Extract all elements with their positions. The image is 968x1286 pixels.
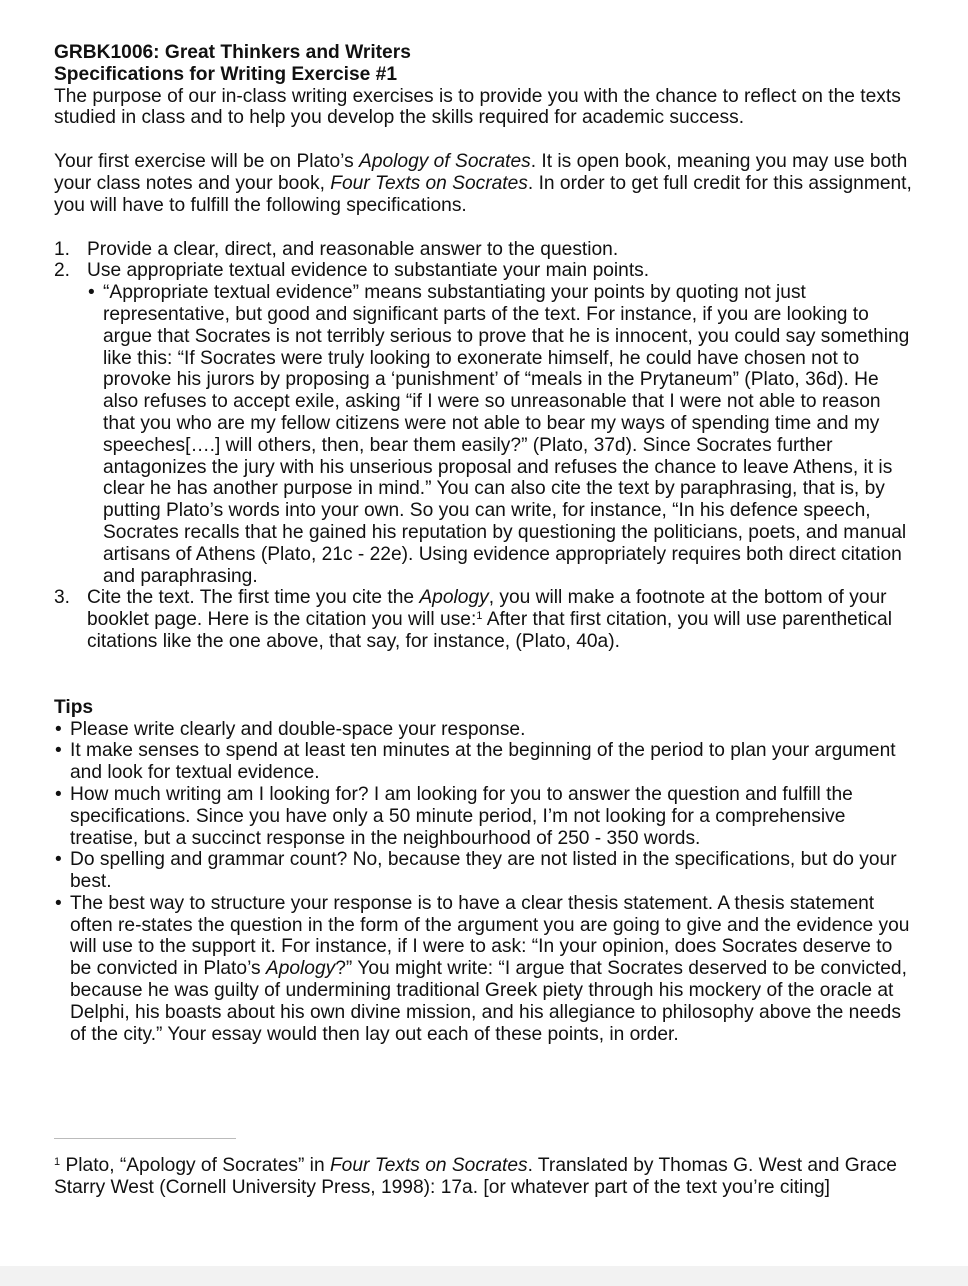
spec-number: 2. xyxy=(54,260,71,282)
book-title-apology: Apology xyxy=(419,587,489,609)
intro-paragraph: The purpose of our in-class writing exercises is to provide you with the chance to reflect on the texts studied in class and to help you develop the skills required for academic success. xyxy=(54,85,901,129)
bullet-icon: • xyxy=(55,892,62,914)
footnote-ref[interactable]: 1 xyxy=(476,610,483,623)
document-subtitle: Specifications for Writing Exercise #1 xyxy=(54,63,398,85)
assignment-paragraph: Your first exercise will be on Plato’s Apology of Socrates. It is open book, meaning you may use both your class notes and your book, Four Texts on Socrates. In order to get full credit for this assignment, you will have to fulfill the following specifications. xyxy=(54,151,912,216)
spec-item-2: 2. Use appropriate textual evidence to substantiate your main points. • “Appropriate textual evidence” means substantiating your points by quoting not just representative, but good and significant parts of the text. For instance, if you are looking to argue that Socrates is not terribly serious to prove that he is innocent, you could say something like this: “If Socrates were truly looking to exonerate himself, he could have chosen not to provoke his jurors by proposing a ‘punishment’ of “meals in the Prytaneum” (Plato, 36d). He also refuses to accept exile, asking “if I were so unreasonable that I were not able to reason that you who are my fellow citizens were not able to bear my ways of spending time and my speeches[….] will others, then, bear them easily?” (Plato, 37d). Since Socrates further antagonizes the jury with his unserious proposal and refuses the chance to leave Athens, it is clear he has another purpose in mind.” You can also cite the text by paraphrasing, that is, by putting Plato’s words into your own. So you can write, for instance, “In his defence speech, Socrates recalls that he gained his reputation by questioning the politicians, poets, and manual artisans of Athens (Plato, 21c - 22e). Using evidence appropriately requires both direct citation and paraphrasing. xyxy=(54,260,914,587)
tip-item: • It make senses to spend at least ten minutes at the beginning of the period to plan your argument and look for textual evidence. xyxy=(55,740,896,784)
bullet-icon: • xyxy=(55,783,62,805)
footnote-divider xyxy=(54,1138,236,1139)
book-title-four-texts: Four Texts on Socrates xyxy=(330,172,528,194)
spec-sublist xyxy=(87,282,914,587)
book-title-four-texts: Four Texts on Socrates xyxy=(329,1155,528,1176)
spec-number: 3. xyxy=(54,587,71,609)
tip-item: • The best way to structure your response is to have a clear thesis statement. A thesis statement often re-states the question in the form of the argument you are going to give and the evidence you will use to the support it. For instance, if I were to ask: “In your opinion, does Socrates deserve to be convicted in Plato’s Apology?” You might write: “I argue that Socrates deserved to be convicted, because he was guilty of undermining traditional Greek piety through his mockery of the oracle at Delphi, his boasts about his own divine mission, and his allegiance to philosophy above the needs of the city.” Your essay would then lay out each of these points, in order. xyxy=(55,892,910,1045)
footnote: $^1$ Plato, “Apology of Socrates” in Four Texts on Socrates. Translated by Thomas G. West and Grace Starry West (Cornell University Press, 1998): 17a. [or whatever part of the text you’re citing] xyxy=(54,1155,897,1198)
tips-heading: Tips xyxy=(54,696,94,718)
bullet-icon: • xyxy=(55,849,62,871)
tip-item: • Please write clearly and double-space your response. xyxy=(55,718,526,740)
spec-item-3: 3. Cite the text. The first time you cite the Apology, you will make a footnote at the bottom of your booklet page. Here is the citation you will use:$^1$ After that first citation, you will use parenthetical citations like the one above, that say, for instance, (Plato, 40a). xyxy=(54,587,892,652)
document-body xyxy=(54,42,914,1045)
spec-number: 1. xyxy=(54,238,71,260)
book-title-apology: Apology xyxy=(265,958,336,980)
bullet-icon: • xyxy=(88,282,95,304)
book-title-apology: Apology of Socrates xyxy=(359,151,531,173)
specifications-list xyxy=(54,239,914,653)
tips-list xyxy=(54,719,914,1046)
bullet-icon: • xyxy=(55,740,62,762)
footnote-number: 1 xyxy=(54,1156,61,1168)
spec-subitem: • “Appropriate textual evidence” means substantiating your points by quoting not just representative, but good and significant parts of the text. For instance, if you are looking to argue that Socrates is not terribly serious to prove that he is innocent, you could say something like this: “If Socrates were truly looking to exonerate himself, he could have chosen not to provoke his jurors by proposing a ‘punishment’ of “meals in the Prytaneum” (Plato, 36d). He also refuses to accept exile, asking “if I were so unreasonable that I were not able to reason that you who are my fellow citizens were not able to bear my ways of spending time and my speeches[….] will others, then, bear them easily?” (Plato, 37d). Since Socrates further antagonizes the jury with his unserious proposal and refuses the chance to leave Athens, it is clear he has another purpose in mind.” You can also cite the text by paraphrasing, that is, by putting Plato’s words into your own. So you can write, for instance, “In his defence speech, Socrates recalls that he gained his reputation by questioning the politicians, poets, and manual artisans of Athens (Plato, 21c - 22e). Using evidence appropriately requires both direct citation and paraphrasing. xyxy=(88,282,910,587)
tip-item: • How much writing am I looking for? I am looking for you to answer the question and fulfill the specifications. Since you have only a 50 minute period, I’m not looking for a comprehensive treatise, but a succinct response in the neighbourhood of 250 - 350 words. xyxy=(55,783,853,849)
course-title: GRBK1006: Great Thinkers and Writers xyxy=(54,42,411,63)
page-bottom-edge xyxy=(0,1266,968,1286)
bullet-icon: • xyxy=(55,718,62,740)
spec-item-1: 1. Provide a clear, direct, and reasonable answer to the question. xyxy=(54,238,619,260)
tip-item: • Do spelling and grammar count? No, because they are not listed in the specifications, but do your best. xyxy=(55,849,897,893)
